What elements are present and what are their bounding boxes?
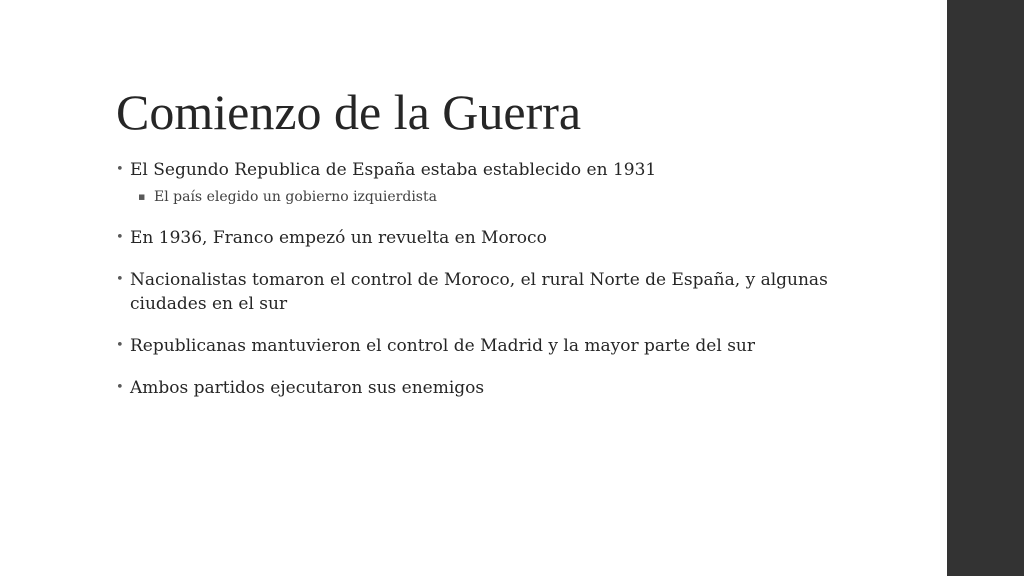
bullet-dot-icon: • <box>116 338 124 353</box>
sub-bullet-square-icon: ▪ <box>138 190 146 203</box>
sub-bullet-text: El país elegido un gobierno izquierdista <box>154 189 437 205</box>
bullet-item-1 <box>116 158 836 182</box>
bullet-text: Nacionalistas tomaron el control de Moroco, el rural Norte de España, y algunas ciudades en el sur <box>130 270 828 314</box>
bullet-text: En 1936, Franco empezó un revuelta en Moroco <box>130 228 547 248</box>
bullet-dot-icon: • <box>116 380 124 395</box>
bullet-item-4 <box>116 334 836 358</box>
sub-bullet-item-1 <box>138 186 836 208</box>
side-accent-bar <box>947 0 1024 576</box>
slide-title: Comienzo de la Guerra <box>116 84 582 140</box>
bullet-item-5 <box>116 376 836 400</box>
bullet-text: Republicanas mantuvieron el control de Madrid y la mayor parte del sur <box>130 336 756 356</box>
bullet-list <box>116 158 836 418</box>
bullet-item-2 <box>116 226 836 250</box>
bullet-dot-icon: • <box>116 162 124 177</box>
bullet-item-3 <box>116 268 836 316</box>
bullet-dot-icon: • <box>116 230 124 245</box>
bullet-text: El Segundo Republica de España estaba establecido en 1931 <box>130 160 657 180</box>
bullet-text: Ambos partidos ejecutaron sus enemigos <box>130 378 485 398</box>
bullet-dot-icon: • <box>116 272 124 287</box>
